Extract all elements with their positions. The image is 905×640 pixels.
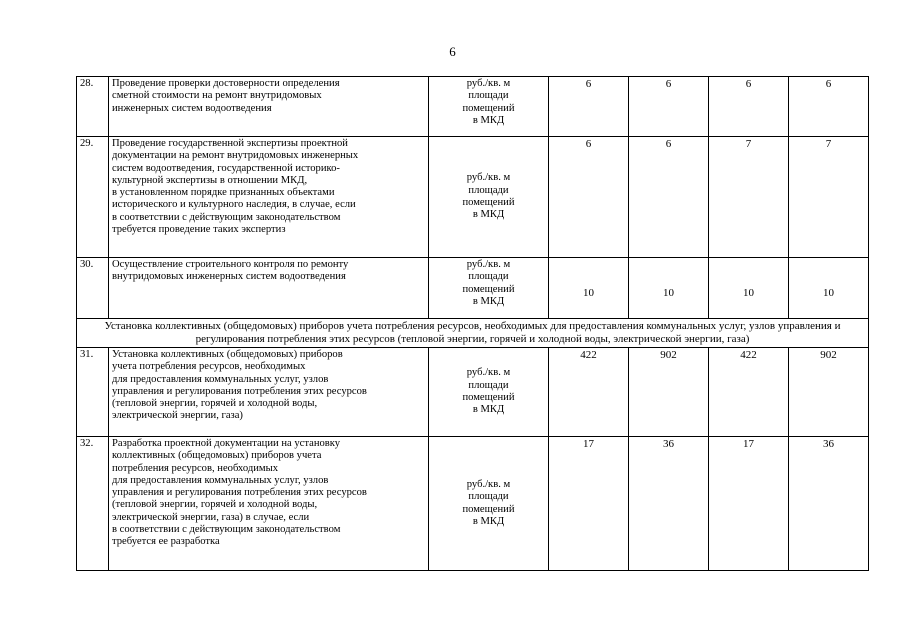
row-value: 6 xyxy=(789,77,869,137)
row-unit: руб./кв. м площади помещений в МКД xyxy=(429,348,549,437)
row-value: 17 xyxy=(709,437,789,571)
row-value: 6 xyxy=(549,77,629,137)
row-description: Установка коллективных (общедомовых) приборов учета потребления ресурсов, необходимых для предоставления коммунальных услуг, узлов управления и регулирования потребления этих ресурсов (тепловой энергии, горячей и холодной воды, электрической энергии, газа) xyxy=(109,348,429,437)
row-value: 902 xyxy=(629,348,709,437)
row-value: 36 xyxy=(789,437,869,571)
row-value: 902 xyxy=(789,348,869,437)
row-description: Разработка проектной документации на установку коллективных (общедомовых) приборов учета потребления ресурсов, необходимых для предоставления коммунальных услуг, узлов управления и регулирования потребления этих ресурсов (тепловой энергии, горячей и холодной воды, электрической энергии, газа) в случае, если в соответствии с действующим законодательством требуется ее разработка xyxy=(109,437,429,571)
row-value: 6 xyxy=(549,137,629,258)
row-value: 422 xyxy=(709,348,789,437)
row-value: 10 xyxy=(709,258,789,319)
row-description: Проведение проверки достоверности определения сметной стоимости на ремонт внутридомовых инженерных систем водоотведения xyxy=(109,77,429,137)
row-number: 31. xyxy=(77,348,109,437)
tariff-table xyxy=(76,76,869,571)
page-number: 6 xyxy=(449,44,456,59)
section-heading: Установка коллективных (общедомовых) приборов учета потребления ресурсов, необходимых для предоставления коммунальных услуг, узлов управления и регулирования потребления этих ресурсов (тепловой энергии, горячей и холодной воды, электрической энергии, газа) xyxy=(77,319,869,348)
row-unit: руб./кв. м площади помещений в МКД xyxy=(429,258,549,319)
row-description: Проведение государственной экспертизы проектной документации на ремонт внутридомовых инженерных систем водоотведения, государственной историко- культурной экспертизы в отношении МКД, в установленном порядке признанных объектами исторического и культурного наследия, в случае, если в соответствии с действующим законодательством требуется проведение таких экспертиз xyxy=(109,137,429,258)
row-value: 6 xyxy=(629,137,709,258)
row-unit: руб./кв. м площади помещений в МКД xyxy=(429,437,549,571)
row-unit: руб./кв. м площади помещений в МКД xyxy=(429,137,549,258)
row-value: 36 xyxy=(629,437,709,571)
table-row xyxy=(77,77,869,137)
row-description: Осуществление строительного контроля по ремонту внутридомовых инженерных систем водоотведения xyxy=(109,258,429,319)
row-value: 10 xyxy=(629,258,709,319)
row-unit: руб./кв. м площади помещений в МКД xyxy=(429,77,549,137)
row-number: 30. xyxy=(77,258,109,319)
table-row xyxy=(77,137,869,258)
row-value: 17 xyxy=(549,437,629,571)
section-row xyxy=(77,319,869,348)
row-value: 10 xyxy=(549,258,629,319)
row-value: 10 xyxy=(789,258,869,319)
row-value: 422 xyxy=(549,348,629,437)
row-value: 6 xyxy=(709,77,789,137)
table-row xyxy=(77,348,869,437)
table-row xyxy=(77,437,869,571)
row-number: 32. xyxy=(77,437,109,571)
row-value: 7 xyxy=(709,137,789,258)
row-value: 6 xyxy=(629,77,709,137)
row-value: 7 xyxy=(789,137,869,258)
row-number: 28. xyxy=(77,77,109,137)
row-number: 29. xyxy=(77,137,109,258)
table-row xyxy=(77,258,869,319)
